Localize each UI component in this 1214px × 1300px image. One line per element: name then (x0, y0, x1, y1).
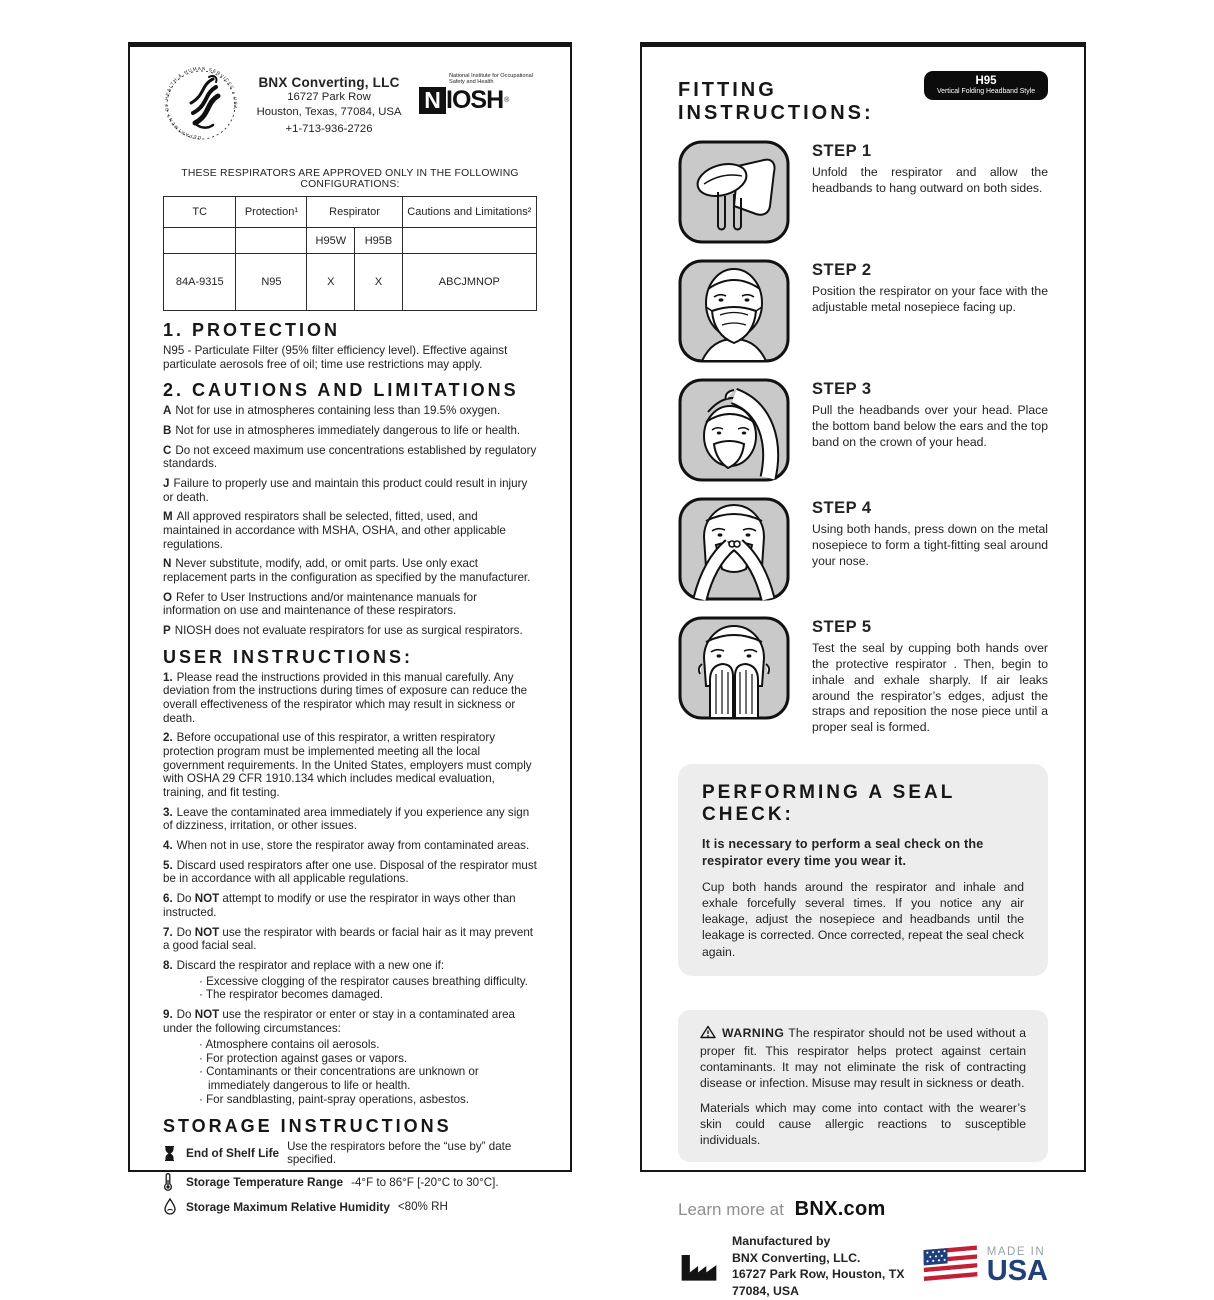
bullet-item: · Contaminants or their concentrations are unknown or immediately dangerous to life or health. (199, 1065, 537, 1093)
factory-icon (678, 1248, 720, 1284)
user-instruction: 6. Do NOT attempt to modify or use the respirator in ways other than instructed. (163, 892, 516, 919)
sub-col-h95w: H95W (307, 228, 355, 254)
bullet-item: · The respirator becomes damaged. (199, 988, 537, 1002)
user-instruction: 7. Do NOT use the respirator with beards or facial hair as it may prevent a good facial seal. (163, 925, 534, 953)
storage-item (163, 1140, 537, 1166)
cautions-heading: 2. CAUTIONS AND LIMITATIONS (163, 380, 519, 401)
caution-item: N Never substitute, modify, add, or omit parts. Use only exact replacement parts in the configuration as specified by the manufacturer. (163, 557, 531, 585)
step4-text: Using both hands, press down on the metal nosepiece to form a tight-fitting seal around your nose. (812, 522, 1048, 568)
caution-item: C Do not exceed maximum use concentrations established by regulatory standards. (163, 443, 537, 471)
storage-text: <80% RH (397, 1200, 448, 1214)
step-row (678, 378, 1048, 482)
model-badge (924, 71, 1048, 100)
niosh-n-box: N (419, 87, 446, 114)
company-address1: 16727 Park Row (287, 91, 371, 103)
bullet-item: · Atmosphere contains oil aerosols. (199, 1038, 537, 1052)
step2-title: STEP 2 (812, 261, 872, 279)
instruction-bullets (199, 1038, 537, 1108)
user-instruction: 5. Discard used respirators after one use. Disposal of the respirator must be in accordance with all applicable regulations. (163, 858, 537, 886)
table-cell (164, 228, 236, 254)
bullet-item: · Excessive clogging of the respirator causes breathing difficulty. (199, 975, 537, 989)
bnx-website: BNX.com (794, 1198, 886, 1221)
thermometer-icon (163, 1173, 178, 1191)
warning-label: WARNING (722, 1025, 785, 1040)
company-address2: Houston, Texas, 77084, USA (256, 105, 402, 118)
manufacturer-footer (678, 1233, 1048, 1299)
warning-text1: The respirator should not be used without a proper fit. This respirator helps protect against certain contaminants. It may not eliminate the risk of contracting disease or infection. Misuse may result in sickness or death. (700, 1025, 1026, 1090)
step5-text: Test the seal by cupping both hands over the protective respirator . Then, begin to inhale and exhale sharply. If air leaks around the respirator’s edges, adjust the straps and reposition the nose piece until a proper seal is formed. (812, 641, 1048, 735)
user-instruction: 2. Before occupational use of this respirator, a written respiratory protection program must be implemented meeting all the local government requirements. In the United States, employers must comply with OSHA 29 CFR 1910.134 which includes medical evaluation, training, and fit testing. (163, 731, 532, 800)
caution-item: A Not for use in atmospheres containing less than 19.5% oxygen. (163, 404, 501, 418)
mfg-address: 16727 Park Row, Houston, TX 77084, USA (732, 1267, 905, 1299)
col-protection: Protection¹ (236, 197, 307, 228)
seal-check-body: Cup both hands around the respirator and inhale and exhale forcefully several times. If you notice any air leakage, adjust the nosepiece and headbands until the leakage is corrected. Once corrected, repeat the seal check again. (702, 880, 1024, 959)
storage-text: Use the respirators before the “use by” date specified. (287, 1140, 512, 1167)
user-instruction: 9. Do NOT use the respirator or enter or stay in a contaminated area under the following circumstances: (163, 1008, 516, 1035)
warning-text2: Materials which may come into contact with the wearer’s skin could cause allergic reactions to susceptible individuals. (700, 1101, 1026, 1148)
step3-illustration (678, 378, 790, 482)
learn-more-line (678, 1198, 1048, 1221)
caution-item: O Refer to User Instructions and/or maintenance manuals for information on use and maintenance of these respirators. (163, 590, 477, 618)
caution-item: M All approved respirators shall be selected, fitted, used, and maintained in accordance with MSHA, OSHA, and other applicable regulations. (163, 510, 506, 551)
usa-text: USA (986, 1255, 1048, 1288)
step3-title: STEP 3 (812, 380, 872, 398)
step-row (678, 497, 1048, 601)
us-flag-icon (921, 1242, 983, 1291)
step-row (678, 616, 1048, 736)
cell-protection: N95 (236, 254, 307, 311)
warning-paragraph (700, 1025, 1026, 1091)
storage-heading: STORAGE INSTRUCTIONS (163, 1116, 452, 1137)
step5-title: STEP 5 (812, 618, 872, 636)
company-name: BNX Converting, LLC (258, 75, 400, 90)
humidity-icon (163, 1198, 178, 1215)
niosh-iosh-text: IOSH (446, 86, 504, 115)
storage-label: Storage Temperature Range (186, 1175, 344, 1190)
made-in-usa (987, 1247, 1048, 1286)
seal-check-heading: PERFORMING A SEAL CHECK: (702, 782, 955, 826)
step4-illustration (678, 497, 790, 601)
step4-title: STEP 4 (812, 499, 872, 517)
left-header (163, 65, 537, 150)
instruction-bullets (199, 975, 537, 1003)
seal-check-intro: It is necessary to perform a seal check on the respirator every time you wear it. (702, 837, 984, 869)
step2-text: Position the respirator on your face with the adjustable metal nosepiece facing up. (812, 284, 1048, 314)
hhs-eagle-logo (163, 65, 239, 150)
approval-table (163, 196, 537, 311)
step1-title: STEP 1 (812, 142, 872, 160)
caution-item: J Failure to properly use and maintain this product could result in injury or death. (163, 477, 528, 504)
caution-item: P NIOSH does not evaluate respirators for use as surgical respirators. (163, 624, 523, 638)
caution-item: B Not for use in atmospheres immediately dangerous to life or health. (163, 424, 521, 438)
cell-h95w: X (307, 254, 355, 311)
step-row (678, 259, 1048, 363)
step1-illustration (678, 140, 790, 244)
seal-check-box (678, 764, 1048, 975)
registered-mark: ® (504, 97, 510, 105)
user-instructions-heading: USER INSTRUCTIONS: (163, 646, 414, 667)
storage-item (163, 1198, 537, 1215)
bullet-item: · For sandblasting, paint-spray operations, asbestos. (199, 1093, 537, 1107)
sub-col-h95b: H95B (355, 228, 402, 254)
table-cell (236, 228, 307, 254)
user-instruction: 3. Leave the contaminated area immediately if you experience any sign of dizziness, irritation, or other issues. (163, 805, 530, 833)
step2-illustration (678, 259, 790, 363)
badge-title: H95 (975, 75, 997, 87)
warning-triangle-icon (700, 1025, 716, 1043)
niosh-small-text: National Institute for Occupational Safety and Health (449, 73, 533, 86)
cell-cautions: ABCJMNOP (402, 254, 536, 311)
svg-text:DEPARTMENT OF HEALTH & HUMAN S: DEPARTMENT OF HEALTH & HUMAN SERVICES • USA (163, 65, 239, 141)
mfg-label: Manufactured by (732, 1234, 831, 1249)
col-tc: TC (164, 197, 236, 228)
protection-heading: 1. PROTECTION (163, 320, 341, 340)
warning-box (678, 1010, 1048, 1163)
step-row (678, 140, 1048, 244)
cell-tc: 84A-9315 (164, 254, 236, 311)
step1-text: Unfold the respirator and allow the headbands to hang outward on both sides. (812, 165, 1048, 195)
company-phone: +1-713-936-2726 (285, 123, 373, 136)
protection-body: N95 - Particulate Filter (95% filter efficiency level). Effective against particulate aerosols free of oil; time use restrictions may apply. (163, 344, 508, 371)
made-in-text: MADE IN (986, 1245, 1046, 1258)
bullet-item: · For protection against gases or vapors. (199, 1052, 537, 1066)
left-page (128, 42, 572, 1214)
storage-label: Storage Maximum Relative Humidity (186, 1199, 390, 1214)
step5-illustration (678, 616, 790, 720)
mfg-company: BNX Converting, LLC. (732, 1250, 861, 1265)
user-instruction: 1. Please read the instructions provided in this manual carefully. Any deviation from the instructions during times of exposure can reduce the overall effectiveness of the respirator which may result in sickness or death. (163, 670, 528, 725)
storage-text: -4°F to 86°F [-20°C to 30°C]. (351, 1175, 499, 1189)
user-instruction: 4. When not in use, store the respirator away from contaminated areas. (163, 839, 530, 853)
niosh-logo (419, 65, 537, 115)
cell-h95b: X (355, 254, 402, 311)
company-block (249, 65, 409, 135)
storage-label: End of Shelf Life (186, 1146, 280, 1161)
hourglass-icon (163, 1145, 178, 1162)
col-respirator: Respirator (307, 197, 402, 228)
user-instruction: 8. Discard the respirator and replace with a new one if: (163, 958, 445, 972)
learn-more-text: Learn more at (678, 1200, 784, 1220)
badge-subtitle: Vertical Folding Headband Style (936, 88, 1036, 95)
right-page (640, 42, 1086, 1299)
table-cell (402, 228, 536, 254)
col-cautions: Cautions and Limitations² (402, 197, 536, 228)
step3-text: Pull the headbands over your head. Place the bottom band below the ears and the top band on the crown of your head. (812, 403, 1048, 449)
approval-line: THESE RESPIRATORS ARE APPROVED ONLY IN THE FOLLOWING CONFIGURATIONS: (181, 168, 519, 190)
storage-item (163, 1173, 537, 1191)
fitting-instructions-heading: FITTING INSTRUCTIONS: (678, 79, 874, 124)
